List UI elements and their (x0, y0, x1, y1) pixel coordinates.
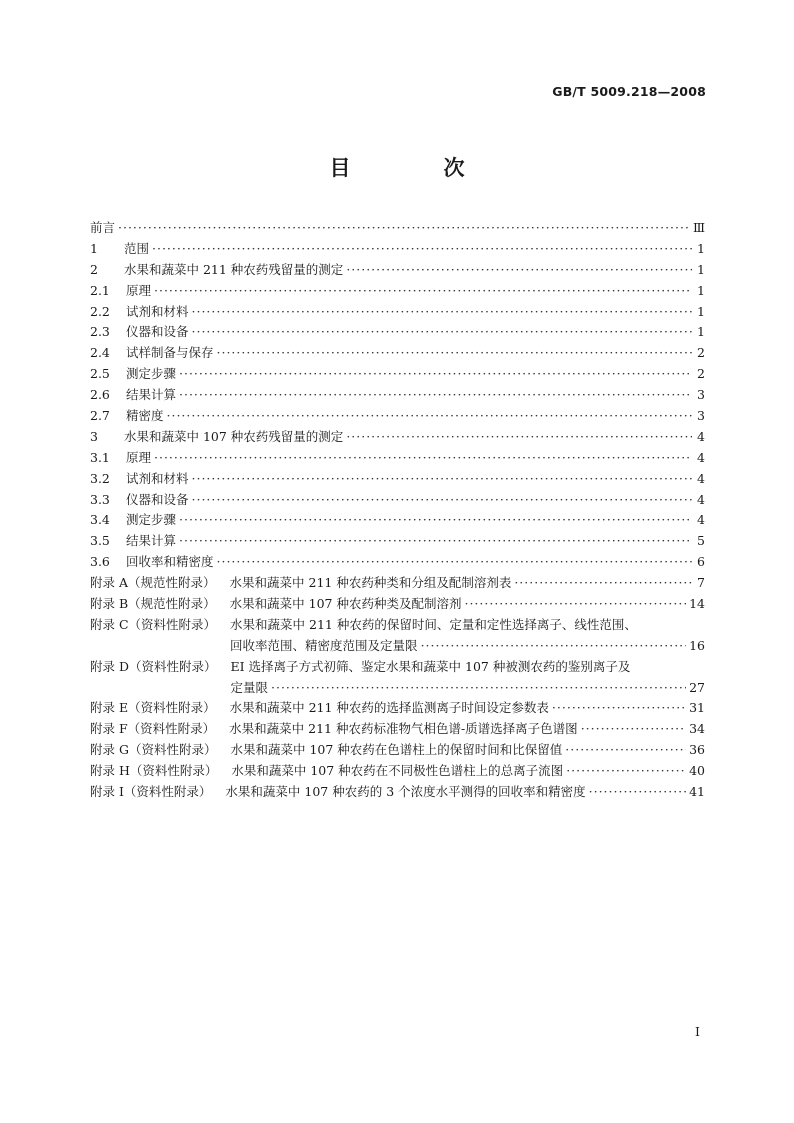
toc-entry-label: 原理 (126, 282, 152, 298)
toc-entry-label: 回收率和精密度 (126, 554, 214, 570)
toc-appendix-page: 34 (689, 721, 705, 737)
toc-entry-number: 2.5 (90, 366, 110, 382)
toc-entry[interactable] (90, 364, 705, 385)
toc-entry-page: 4 (697, 491, 705, 507)
toc-entry-label: 测定步骤 (126, 366, 177, 382)
toc-entry[interactable] (90, 218, 705, 239)
toc-entry[interactable] (90, 322, 705, 343)
toc-appendix-number: 附录 E（资料性附录） (90, 700, 216, 716)
toc-appendix-title-end (230, 740, 705, 761)
toc-entry-page: 1 (697, 324, 705, 340)
toc-entry[interactable] (90, 510, 705, 531)
toc-appendix-entry[interactable] (90, 594, 705, 615)
toc-entry-page: 2 (697, 366, 705, 382)
toc-entry-label: 前言 (90, 219, 116, 235)
toc-entry-label: 水果和蔬菜中 211 种农药残留量的测定 (124, 261, 344, 277)
toc-entry[interactable] (90, 239, 705, 260)
toc-entry-label: 精密度 (126, 408, 164, 423)
toc-appendix-page: 36 (689, 742, 705, 758)
toc-entry-label: 结果计算 (126, 387, 177, 403)
toc-entry[interactable] (90, 406, 705, 427)
toc-entry-page: 1 (697, 240, 705, 256)
toc-leader-dots (154, 281, 692, 302)
toc-entry-number: 3.2 (90, 470, 110, 486)
toc-appendix-number: 附录 F（资料性附录） (90, 721, 216, 737)
toc-appendix-label: 水果和蔬菜中 211 种农药的选择监测离子时间设定参数表 (229, 700, 549, 716)
toc-entry-number: 2.2 (90, 303, 110, 319)
toc-entry[interactable] (90, 302, 705, 323)
toc-appendix-label: 水果和蔬菜中 211 种农药标准物气相色谱-质谱选择离子色谱图 (229, 721, 578, 737)
toc-appendix-entry[interactable] (90, 719, 705, 740)
toc-appendix-body (225, 782, 705, 803)
toc-entry-number: 3.5 (90, 533, 110, 549)
toc-entry-number: 2 (90, 261, 98, 277)
toc-entry[interactable] (90, 531, 705, 552)
toc-leader-dots (552, 698, 686, 719)
toc-leader-dots (179, 385, 692, 406)
toc-appendix-label: 定量限 (230, 679, 269, 695)
toc-appendix-label: 水果和蔬菜中 107 种农药的 3 个浓度水平测得的回收率和精密度 (225, 784, 586, 800)
toc-appendix-label: 水果和蔬菜中 107 种农药在不同极性色谱柱上的总离子流图 (231, 763, 564, 779)
toc-leader-dots (192, 490, 692, 511)
toc-entry[interactable] (90, 469, 705, 490)
toc-leader-dots (217, 552, 692, 573)
toc-appendix-entry[interactable] (90, 761, 705, 782)
toc-leader-dots (464, 594, 686, 615)
toc-leader-dots (179, 510, 692, 531)
standard-code: GB/T 5009.218—2008 (552, 84, 706, 99)
toc-appendix-body (229, 719, 705, 740)
toc-appendix-label: 回收率范围、精密度范围及定量限 (230, 637, 418, 653)
toc-entry-label: 原理 (126, 449, 152, 465)
toc-leader-dots (152, 239, 692, 260)
toc-leader-dots (118, 218, 690, 239)
toc-appendix-page: 31 (689, 700, 705, 716)
toc-entry[interactable] (90, 260, 705, 281)
toc-entry-label: 仪器和设备 (126, 491, 189, 507)
toc-leader-dots (179, 364, 692, 385)
toc-leader-dots (271, 678, 686, 699)
toc-appendix-body (230, 615, 705, 657)
toc-entry-page: 1 (697, 261, 705, 277)
toc-appendix-number: 附录 A（规范性附录） (90, 575, 216, 591)
toc-entry-page: 5 (697, 533, 705, 549)
page-number: I (695, 1024, 700, 1039)
toc-leader-dots (589, 782, 686, 803)
toc-appendix-entry[interactable] (90, 740, 705, 761)
table-of-contents (90, 218, 705, 803)
toc-appendix-entry[interactable] (90, 573, 705, 594)
toc-appendix-entry[interactable] (90, 782, 705, 803)
toc-appendix-number: 附录 I（资料性附录） (90, 784, 212, 800)
toc-appendix-title-end (230, 573, 705, 594)
toc-leader-dots (192, 302, 692, 323)
toc-entry[interactable] (90, 490, 705, 511)
toc-appendix-label: 水果和蔬菜中 107 种农药种类及配制溶剂 (229, 596, 462, 612)
toc-entry-page: 3 (697, 408, 705, 423)
toc-entry-label: 范围 (124, 240, 150, 256)
toc-entry-page: 4 (697, 428, 705, 444)
toc-appendix-entry[interactable] (90, 657, 705, 699)
toc-appendix-page: 27 (689, 679, 705, 695)
toc-appendix-number: 附录 H（资料性附录） (90, 763, 218, 779)
toc-leader-dots (346, 260, 692, 281)
toc-leader-dots (346, 427, 692, 448)
toc-appendix-title-end (231, 678, 706, 699)
toc-appendix-page: 16 (689, 637, 705, 653)
toc-entry-number: 2.3 (90, 324, 110, 340)
toc-leader-dots (581, 719, 686, 740)
toc-entry-number: 3.4 (90, 512, 110, 528)
toc-entry-label: 水果和蔬菜中 107 种农药残留量的测定 (124, 428, 344, 444)
toc-appendix-title-end (230, 636, 705, 657)
toc-entry-number: 2.1 (90, 282, 110, 298)
toc-appendix-body (230, 573, 705, 594)
toc-leader-dots (179, 531, 692, 552)
toc-appendix-title-end (229, 719, 705, 740)
toc-appendix-title-end (230, 594, 705, 615)
toc-leader-dots (154, 448, 692, 469)
toc-appendix-label: 水果和蔬菜中 107 种农药在色谱柱上的保留时间和比保留值 (230, 742, 563, 758)
toc-entry-number: 2.4 (90, 345, 110, 361)
toc-entry-label: 试剂和材料 (126, 303, 189, 319)
toc-appendix-entry[interactable] (90, 698, 705, 719)
toc-entry-number: 3.6 (90, 554, 110, 570)
toc-entry[interactable] (90, 385, 705, 406)
toc-appendix-page: 40 (689, 763, 705, 779)
toc-entry[interactable] (90, 427, 705, 448)
toc-entry-label: 仪器和设备 (126, 324, 189, 340)
toc-entry-number: 3.1 (90, 449, 110, 465)
toc-entry-page: 2 (697, 345, 705, 361)
toc-entry-page: 4 (697, 449, 705, 465)
toc-entry-number: 3.3 (90, 491, 110, 507)
toc-entry-label: 试剂和材料 (126, 470, 189, 486)
toc-leader-dots (192, 469, 692, 490)
toc-leader-dots (192, 322, 692, 343)
toc-leader-dots (217, 343, 692, 364)
toc-appendix-number: 附录 G（资料性附录） (90, 742, 217, 758)
toc-entry-page: 4 (697, 512, 705, 528)
toc-appendix-number: 附录 D（资料性附录） (90, 658, 217, 674)
toc-entry[interactable] (90, 281, 705, 302)
toc-entry-page: 4 (697, 470, 705, 486)
toc-entry-number: 2.7 (90, 408, 110, 423)
toc-appendix-number: 附录 C（资料性附录） (90, 616, 217, 632)
toc-entry-number: 1 (90, 240, 98, 256)
toc-leader-dots (167, 406, 692, 427)
toc-appendix-number: 附录 B（规范性附录） (90, 596, 216, 612)
toc-appendix-title-end (230, 698, 705, 719)
toc-entry[interactable] (90, 343, 705, 364)
toc-appendix-body (230, 740, 705, 761)
toc-appendix-page: 7 (697, 575, 705, 591)
toc-entry-number: 2.6 (90, 387, 110, 403)
toc-entry[interactable] (90, 552, 705, 573)
toc-entry-page: 1 (697, 303, 705, 319)
toc-appendix-title-line: EI 选择离子方式初筛、鉴定水果和蔬菜中 107 种被测农药的鉴别离子及 (230, 658, 631, 674)
toc-entry-label: 结果计算 (126, 533, 177, 549)
toc-appendix-entry[interactable] (90, 615, 705, 657)
toc-appendix-title-end (231, 761, 705, 782)
toc-entry-label: 测定步骤 (126, 512, 177, 528)
toc-entry-number: 3 (90, 428, 98, 444)
toc-entry-label: 试样制备与保存 (126, 345, 214, 361)
toc-appendix-title-line: 水果和蔬菜中 211 种农药的保留时间、定量和定性选择离子、线性范围、 (230, 616, 637, 632)
toc-appendix-page: 41 (689, 784, 705, 800)
toc-entry-page: 1 (697, 282, 705, 298)
toc-leader-dots (421, 636, 687, 657)
toc-entry-page: Ⅲ (692, 219, 705, 235)
toc-appendix-title-end (225, 782, 705, 803)
page-title: 目 次 (329, 155, 501, 180)
toc-appendix-page: 14 (689, 596, 705, 612)
toc-leader-dots (565, 740, 686, 761)
toc-entry-page: 6 (697, 554, 705, 570)
toc-entry[interactable] (90, 448, 705, 469)
toc-leader-dots (514, 573, 692, 594)
toc-entry-page: 3 (697, 387, 705, 403)
toc-appendix-body (230, 594, 705, 615)
toc-leader-dots (566, 761, 686, 782)
toc-appendix-body (231, 657, 706, 699)
toc-appendix-body (231, 761, 705, 782)
toc-appendix-label: 水果和蔬菜中 211 种农药种类和分组及配制溶剂表 (229, 575, 512, 591)
toc-appendix-body (230, 698, 705, 719)
